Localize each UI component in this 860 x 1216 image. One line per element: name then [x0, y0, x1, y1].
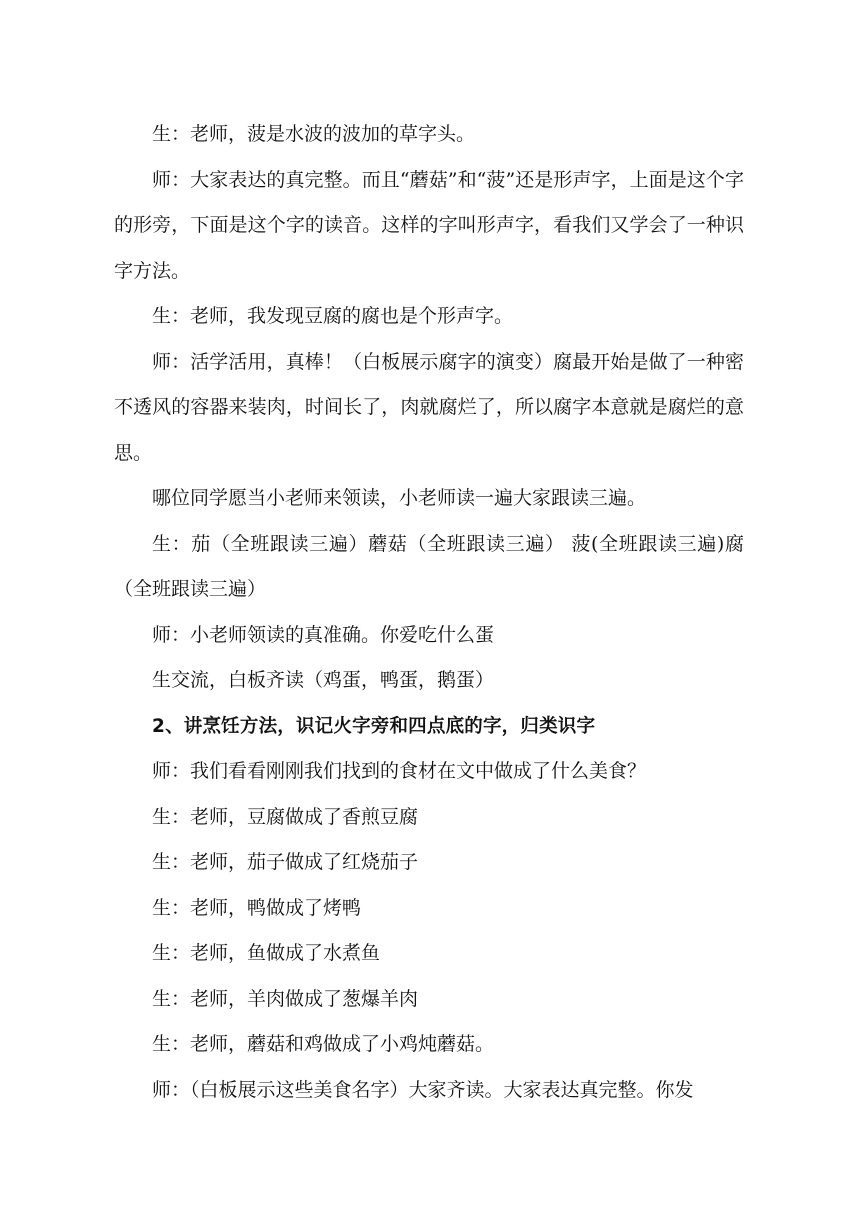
paragraph: 生：茄（全班跟读三遍）蘑菇（全班跟读三遍） 菠(全班跟读三遍)腐（全班跟读三遍）	[114, 532, 744, 600]
paragraph: 师：活学活用，真棒！（白板展示腐字的演变）腐最开始是做了一种密不透风的容器来装肉，时间长了，肉就腐烂了，所以腐字本意就是腐烂的意思。	[114, 350, 744, 464]
section-heading: 2、讲烹饪方法，识记火字旁和四点底的字，归类识字	[152, 715, 596, 737]
paragraph: 生：老师，豆腐做成了香煎豆腐	[152, 805, 419, 828]
paragraph: 生：老师，茄子做成了红烧茄子	[152, 851, 419, 873]
paragraph: 师：小老师领读的真准确。你爱吃什么蛋	[152, 623, 495, 646]
paragraph: 哪位同学愿当小老师来领读，小老师读一遍大家跟读三遍。	[152, 487, 647, 509]
paragraph: 生：老师，我发现豆腐的腐也是个形声字。	[152, 305, 514, 327]
paragraph: 师：（白板展示这些美食名字）大家齐读。大家表达真完整。你发	[152, 1078, 694, 1101]
document-body	[114, 112, 744, 1113]
paragraph: 师：我们看看刚刚我们找到的食材在文中做成了什么美食？	[152, 760, 647, 782]
paragraph: 生：老师，鸭做成了烤鸭	[152, 896, 362, 919]
paragraph: 生：老师，蘑菇和鸡做成了小鸡炖蘑菇。	[152, 1033, 495, 1055]
paragraph: 师：大家表达的真完整。而且“蘑菇”和“菠”还是形声字，上面是这个字的形旁，下面是这个字的读音。这样的字叫形声字，看我们又学会了一种识字方法。	[114, 168, 744, 282]
paragraph: 生：老师，菠是水波的波加的草字头。	[152, 123, 476, 145]
paragraph: 生：老师，鱼做成了水煮鱼	[152, 942, 381, 964]
paragraph: 生：老师，羊肉做成了葱爆羊肉	[152, 987, 419, 1010]
paragraph: 生交流，白板齐读（鸡蛋，鸭蛋，鹅蛋）	[152, 669, 495, 691]
